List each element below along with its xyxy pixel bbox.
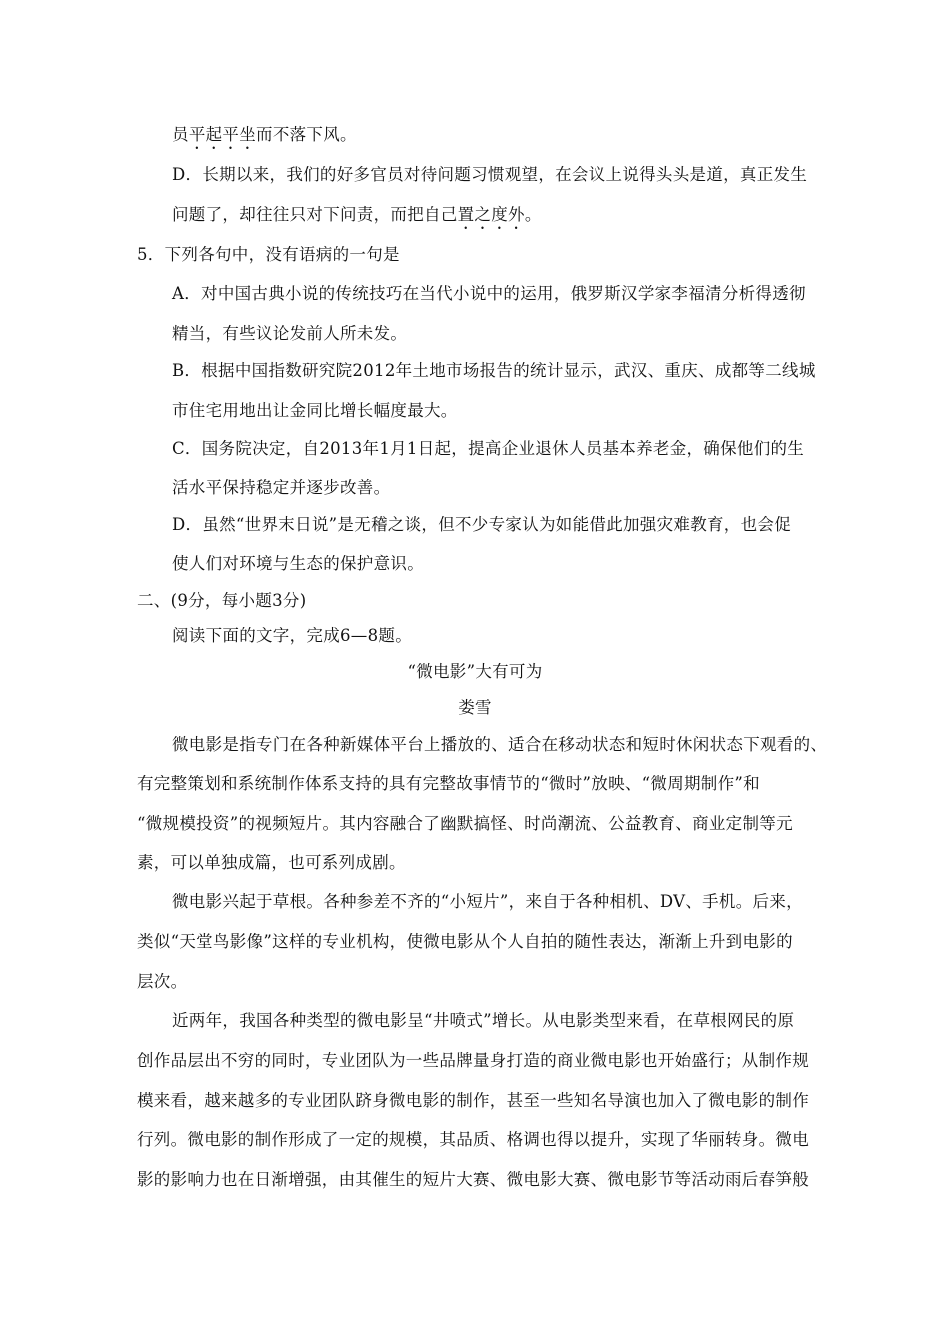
article-p1-line2: 有完整策划和系统制作体系支持的具有完整故事情节的“微时”放映、“微周期制作”和 [137, 774, 760, 793]
q5-option-c-line2: 活水平保持稳定并逐步改善。 [172, 478, 391, 497]
article-p1-line4: 素，可以单独成篇，也可系列成剧。 [137, 853, 406, 872]
reading-instruction: 阅读下面的文字，完成6—8题。 [172, 626, 412, 645]
q5-stem: 5．下列各句中，没有语病的一句是 [137, 245, 400, 264]
q5-option-a-line2: 精当，有些议论发前人所未发。 [172, 324, 408, 343]
q4-d-emphasized-phrase: 置之度外 [457, 205, 525, 224]
q4-c-text-after: 而不落下风。 [256, 125, 357, 144]
q5-option-b-line1: B．根据中国指数研究院2012年土地市场报告的统计显示，武汉、重庆、成都等二线城 [172, 361, 816, 380]
article-p3-line5: 影的影响力也在日渐增强，由其催生的短片大赛、微电影大赛、微电影节等活动雨后春笋般 [137, 1170, 809, 1189]
q4-d-text-before: 问题了，却往往只对下问责，而把自己 [172, 205, 458, 224]
q4-option-d-line1: D．长期以来，我们的好多官员对待问题习惯观望，在会议上说得头头是道，真正发生 [172, 165, 808, 184]
section-heading: 二、(9分，每小题3分) [137, 591, 307, 610]
article-p1-line1: 微电影是指专门在各种新媒体平台上播放的、适合在移动状态和短时休闲状态下观看的、 [172, 735, 828, 754]
q5-option-d-line1: D．虽然“世界末日说”是无稽之谈，但不少专家认为如能借此加强灾难教育，也会促 [172, 515, 791, 534]
article-p3-line2: 创作品层出不穷的同时，专业团队为一些品牌量身打造的商业微电影也开始盛行；从制作规 [137, 1051, 809, 1070]
article-p2-line3: 层次。 [137, 972, 188, 991]
q4-d-text-after: 。 [524, 205, 542, 224]
q4-option-c-tail [172, 124, 357, 153]
article-p3-line4: 行列。微电影的制作形成了一定的规模，其品质、格调也得以提升，实现了华丽转身。微电 [137, 1130, 809, 1149]
article-title: “微电影”大有可为 [407, 662, 543, 681]
article-p3-line3: 模来看，越来越多的专业团队跻身微电影的制作，甚至一些知名导演也加入了微电影的制作 [137, 1091, 809, 1110]
q4-c-emphasized-phrase: 平起平坐 [188, 125, 257, 144]
q4-c-text-before: 员 [172, 125, 189, 144]
q5-option-d-line2: 使人们对环境与生态的保护意识。 [172, 554, 424, 573]
article-p2-line2: 类似“天堂鸟影像”这样的专业机构，使微电影从个人自拍的随性表达，渐渐上升到电影的 [137, 932, 793, 951]
article-p1-line3: “微规模投资”的视频短片。其内容融合了幽默搞怪、时尚潮流、公益教育、商业定制等元 [137, 814, 793, 833]
article-author: 娄雪 [458, 698, 492, 717]
article-p3-line1: 近两年，我国各种类型的微电影呈“井喷式”增长。从电影类型来看，在草根网民的原 [172, 1011, 795, 1030]
q5-option-b-line2: 市住宅用地出让金同比增长幅度最大。 [172, 401, 458, 420]
q5-option-c-line1: C．国务院决定，自2013年1月1日起，提高企业退休人员基本养老金，确保他们的生 [172, 439, 805, 458]
q5-option-a-line1: A．对中国古典小说的传统技巧在当代小说中的运用，俄罗斯汉学家李福清分析得透彻 [172, 284, 806, 303]
article-p2-line1: 微电影兴起于草根。各种参差不齐的“小短片”，来自于各种相机、DV、手机。后来， [172, 892, 803, 911]
q4-option-d-line2 [172, 204, 542, 233]
